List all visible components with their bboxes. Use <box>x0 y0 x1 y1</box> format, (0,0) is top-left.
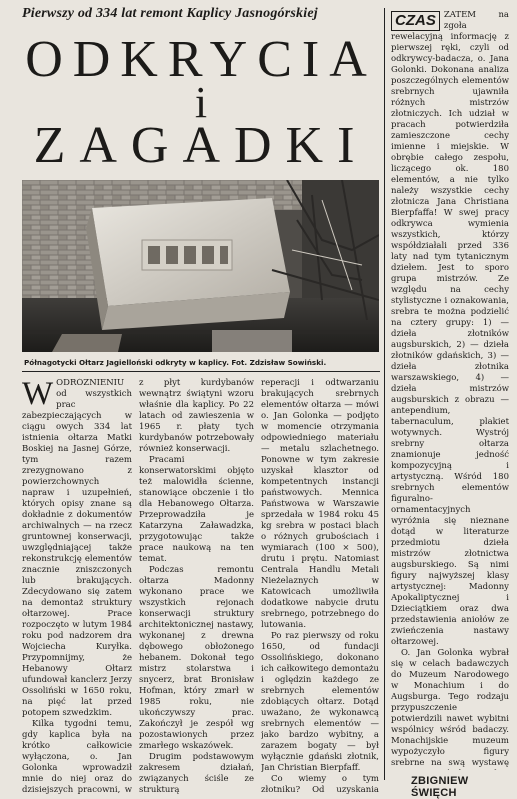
altar-photo-illustration <box>22 180 379 352</box>
drop-cap: W <box>22 378 54 412</box>
headline-line-3: ZAGADKI <box>33 117 369 174</box>
czas-box: CZAS <box>391 11 440 31</box>
article-column-4 <box>391 10 509 770</box>
column-2-paragraph-2: Pracami konserwatorskimi objęto też malowidła ścienne, stanowiące obczenie i tło dla Hebanowego Ołtarza. Przeprowadziła je Katarzyna Załawadzka, przygotowując także prace naukową na ten temat. <box>139 455 254 564</box>
author-byline: ZBIGNIEW ŚWIĘCH <box>411 775 469 799</box>
column-1-paragraph-1: ODRÓŻNIENIU od wszystkich prac zabezpieczających w ciągu owych 334 lat istnienia ołtarza Matki Boskiej na Jasnej Górze, tym razem zrezygnowano z powierzchownych napraw i uzupełnień, których opisy znane są dokładnie z dokumentów archiwalnych — na rzecz gruntownej konserwacji, uwzględniającej także rekonstrukcję elementów znacznie zniszczonych lub brakujących. Zdecydowano się zatem na demontaż struktury ołtarzowej. Prace rozpoczęto w lutym 1984 roku pod nadzorem dra Wojciecha Kuryłka. Przypomnijmy, że Hebanowy Ołtarz ufundował kanclerz Jerzy Ossoliński w 1650 roku, na pięć lat przed potopem szwedzkim. <box>22 378 132 718</box>
altar-photo <box>22 180 379 352</box>
article-column-2 <box>139 378 254 794</box>
column-2-paragraph-4: Drugim podstawowym zakresem działań, związanych ściśle ze strukturą <box>139 752 254 794</box>
photo-caption: Półnagotycki Ołtarz Jagielloński odkryty w kaplicy. Fot. Zdzisław Sowiński. <box>24 358 327 367</box>
column-3-paragraph-1: reperacji i odtwarzaniu brakujących srebrnych elementów ołtarza — mówi o. Jan Golonka — podjęto w momencie otrzymania odpowiedniego materiału — metalu szlachetnego. Ponowne w tym zakresie uzyskał klasztor od kompetentnych instancji państwowych. Mennica Państwowa w Warszawie sprzedała w 1984 roku 45 kg srebra w postaci blach o różnych grubościach i wymiarach (100 × 500), drutu i prętu. Natomiast Centrala Handlu Metali Nieżelaznych w Katowicach umożliwiła dodatkowe nabycie drutu srebrnego, potrzebnego do lutowania. <box>261 378 379 630</box>
caption-divider <box>22 371 380 372</box>
column-4-paragraph-1: ZATEM na zgoła rewelacyjną informację z pierwszej ręki, czyli od odkrywcy-badacza, o. Jana Golonki. Dokonana analiza poszczególnych elementów srebrnych ujawniła różnych mistrzów złotniczych. Ich udział w pracach potwierdziła zamieszczone cechy imienne i miejskie. W obrębie całego zespołu, liczącego ok. 180 elementów, a nie tylko należy wszystkie cechy złotnicza Jana Christiana Bierpfaffa! W swej pracy odkrywca wymienia wszystkich, którzy współdziałali przed 336 laty nad tym tytanicznym dziełem. Jest to sporo grupa mistrzów. Ze względu na cechy stylistyczne i oznakowania, srebra te można podzielić na cztery grupy: 1) — dzieła złotników augsburskich, 2) — dzieła złotników gdańskich, 3) — dzieła złotnika warszawskiego, 4) — dzieła mistrzów augsburskich z obrazu — antependium, tabernaculum, plakiet wotywnych. Wystrój srebrny ołtarza znamionuje jedność kompozycyjną i artystyczną. Wśród 180 srebrnych elementów figuralno-ornamentacyjnych wyróżnia się nieznane dotąd w literaturze przedmiotu dzieła mistrzów złotnictwa augsburskiego. Są nimi figury najwyższej klasy artystycznej: Madonny Apokaliptycznej i Dzieciątkiem oraz dwa przedstawienia aniołów ze zwieńczenia nastawy ołtarzowej. <box>391 10 509 647</box>
column-2-paragraph-3: Podczas remontu ołtarza Madonny wykonano prace we wszystkich rejonach konserwacji struktury architektonicznej nastawy, wykonanej z drewna dębowego obłożonego hebanem. Dokonał tego mistrz stolarstwa i snycerz, brat Bronisław Hofman, który zmarł w 1985 roku, nie ukończywszy prac. Zakończył je zespół wg pozostawionych przez zmarłego wskazówek. <box>139 565 254 751</box>
column-1-paragraph-2: Kilka tygodni temu, gdy kaplica była na krótko całkowicie wyłączona, o. Jan Golonka wprowadził mnie do niej oraz do dzisiejszych pracowni, w <box>22 719 132 794</box>
article-column-3 <box>261 378 379 794</box>
article-headline <box>22 31 380 174</box>
headline-line-1: ODKRYCIA <box>25 31 377 88</box>
column-3-paragraph-2: Po raz pierwszy od roku 1650, od fundacji Ossolińskiego, dokonano ich całkowitego demontażu i oględzin każdego ze srebrnych elementów zdobiących ołtarz. Dotąd uważano, że wykonawcą srebrnych elementów — jako bardzo wybitny, a zarazem bogaty — był wyłącznie gdański złotnik, Jan Christian Bierpfaff. <box>261 631 379 773</box>
column-2-paragraph-1: z płyt kurdybanów wewnątrz świątyni wzoru właśnie dla kaplicy. Po 22 latach od zawieszenia w 1965 r. płaty tych kurdybanów potrzebowały również konserwacji. <box>139 378 254 454</box>
headline-line-2: i <box>194 78 208 127</box>
column-4-paragraph-2: O. Jan Golonka wybrał się w celach badawczych do Muzeum Narodowego w Monachium i do Augsburga. Tego rodzaju przypuszczenie potwierdzili nawet wybitni wspólnicy wśród badaczy. Monachijskie muzeum wypożyczyło figury srebrne na swą wystawę <box>391 648 509 768</box>
article-column-1 <box>22 378 132 794</box>
article-kicker: Pierwszy od 334 lat remont Kaplicy Jasnogórskiej <box>22 6 318 21</box>
column-divider <box>384 8 385 780</box>
column-3-paragraph-3: Co wiemy o tym złotniku? Od uzyskania <box>261 774 379 794</box>
